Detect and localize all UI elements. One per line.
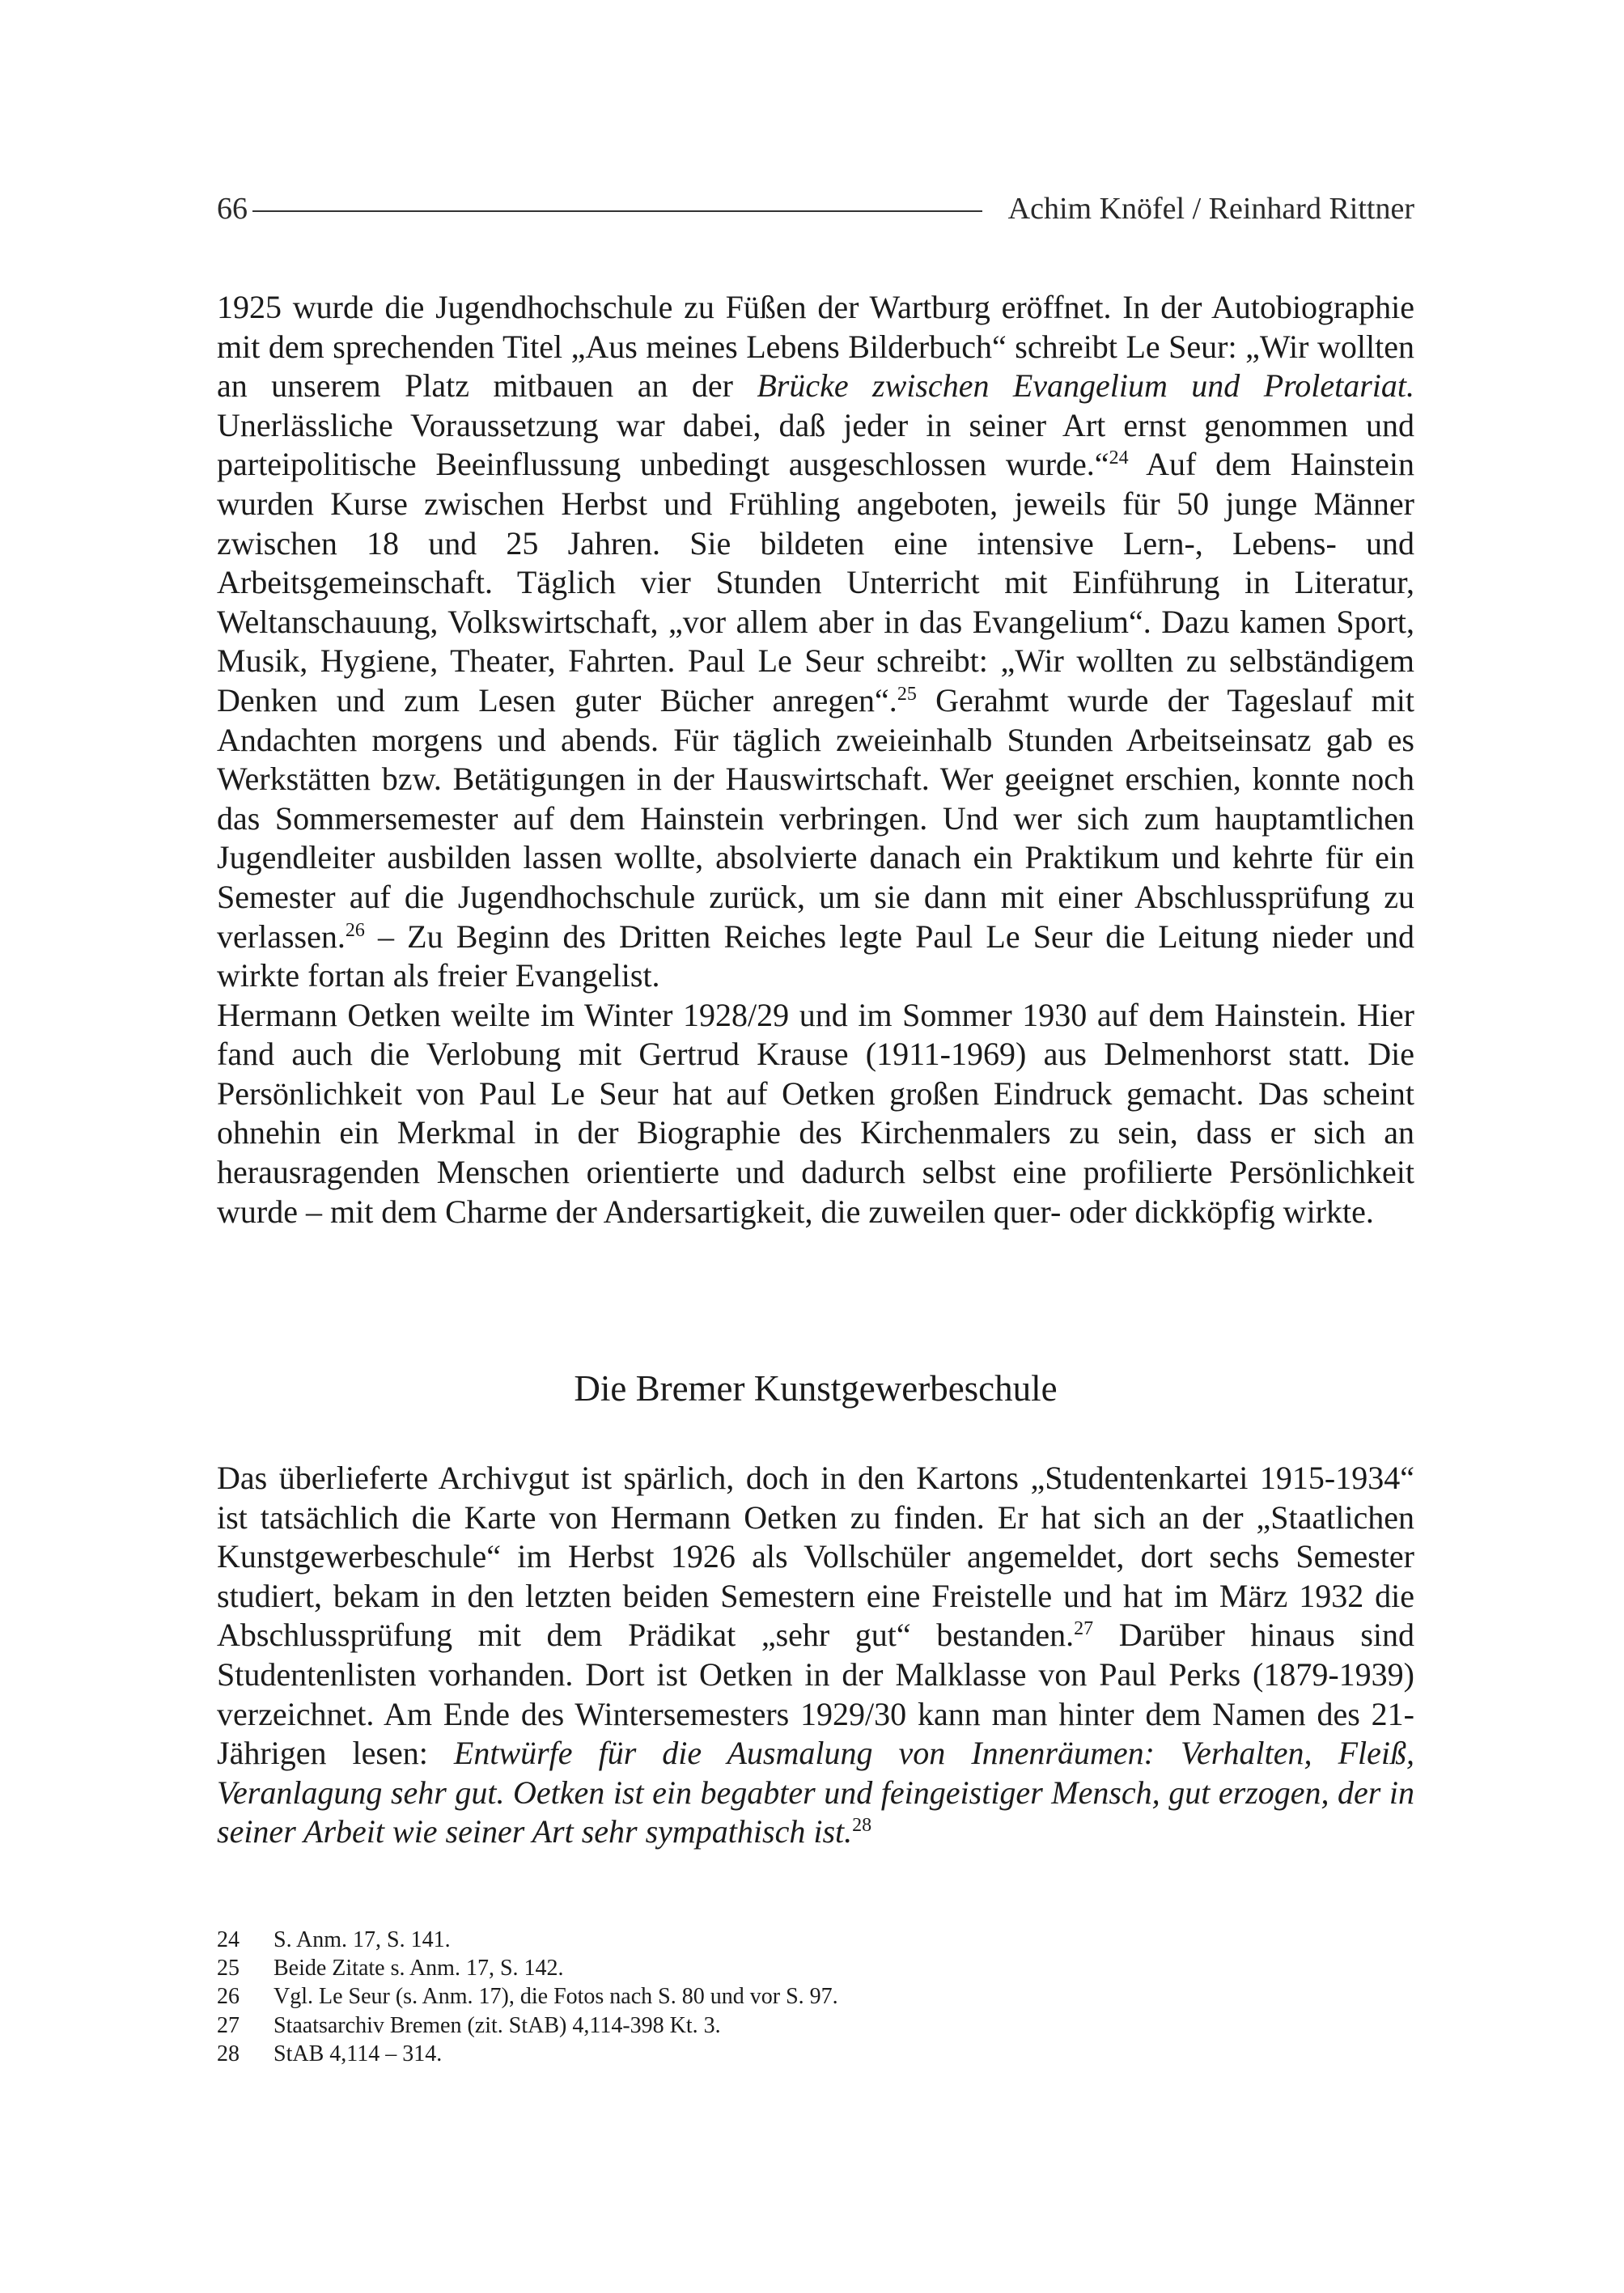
footnote-ref-28[interactable]: 28: [852, 1815, 872, 1837]
italic-quote: Brücke zwischen Evangelium und Proletariat.: [757, 367, 1414, 405]
footnotes: [217, 1926, 1414, 2068]
running-header: [217, 184, 1414, 233]
footnote-text: Vgl. Le Seur (s. Anm. 17), die Fotos nach S. 80 und vor S. 97.: [273, 1984, 838, 2010]
footnote-number: 26: [217, 1984, 240, 2010]
paragraph-3: [217, 1459, 1414, 1852]
footnote-number: 25: [217, 1956, 240, 1981]
section-heading: Die Bremer Kunstgewerbeschule: [574, 1368, 1058, 1409]
footnote-number: 24: [217, 1927, 240, 1952]
text-run: Gerahmt wurde der Tageslauf mit Andachten morgens und abends. Für täglich zweieinhalb Stunden Arbeitseinsatz gab es Werkstätten bzw. Betätigungen in der Hauswirtschaft. Wer geeignet erschien, konnte noch das Sommersemester auf dem Hainstein verbringen. Und wer sich zum hauptamtlichen Jugendleiter ausbilden lassen wollte, absolvierte danach ein Praktikum und kehrte für ein Semester auf die Jugendhochschule zurück, um sie dann mit einer Abschlussprüfung zu verlassen.: [217, 681, 1414, 955]
footnote-number: 27: [217, 2012, 240, 2038]
text-run: Darüber hinaus sind Studentenlisten vorhanden. Dort ist Oetken in der Malklasse von Paul Perks (1879-1939) verzeichnet. Am Ende des Wintersemesters 1929/30 kann man hinter dem Namen des 21-Jährigen lesen:: [217, 1617, 1414, 1772]
paragraph-1: [217, 288, 1414, 996]
page-number: 66: [217, 192, 248, 226]
footnote: [217, 2011, 1414, 2040]
header-rule: [252, 210, 982, 212]
footnote-text: StAB 4,114 – 314.: [273, 2041, 443, 2066]
text-run: Das überlieferte Archivgut ist spärlich, doch in den Kartons „Studentenkartei 1915-1934“ ist tatsächlich die Karte von Hermann Oetken zu finden. Er hat sich an der „Staatlichen Kunstgewerbeschule“ im Herbst 1926 als Vollschüler angemeldet, dort sechs Semester studiert, bekam in den letzten beiden Semestern eine Freistelle und hat im März 1932 die Abschlussprüfung mit dem Prädikat „sehr gut“ bestanden.: [217, 1460, 1414, 1654]
footnote-ref-25[interactable]: 25: [897, 683, 917, 705]
footnote-text: S. Anm. 17, S. 141.: [273, 1927, 451, 1952]
footnote: [217, 1926, 1414, 1954]
text-run: 1925 wurde die Jugendhochschule zu Füßen der Wartburg eröffnet. In der Autobiographie mit dem sprechenden Titel „Aus meines Lebens Bilderbuch“ schreibt Le Seur: „Wir wollten an unserem Platz mitbauen an der: [217, 289, 1414, 405]
section-body-text: [217, 1459, 1414, 1852]
body-text: [217, 288, 1414, 1231]
footnote-ref-24[interactable]: 24: [1109, 447, 1129, 469]
text-run: Unerlässliche Voraussetzung war dabei, daß jeder in seiner Art ernst genommen und parteipolitische Beeinflussung unbedingt ausgeschlossen wurde.“: [217, 406, 1414, 483]
italic-quote: Entwürfe für die Ausmalung von Innenräumen: Verhalten, Fleiß, Veranlagung sehr gut. Oetken ist ein begabter und feingeistiger Mensch, gut erzogen, der in seiner Arbeit wie seiner Art sehr sympathisch ist.: [217, 1735, 1414, 1850]
running-header-authors: Achim Knöfel / Reinhard Rittner: [1007, 192, 1414, 226]
footnote: [217, 1954, 1414, 1982]
footnote-number: 28: [217, 2041, 240, 2066]
footnote-text: Beide Zitate s. Anm. 17, S. 142.: [273, 1956, 564, 1981]
footnote: [217, 1982, 1414, 2011]
text-run: Auf dem Hainstein wurden Kurse zwischen Herbst und Frühling angeboten, jeweils für 50 junge Männer zwischen 18 und 25 Jahren. Sie bildeten eine intensive Lern-, Lebens- und Arbeitsgemeinschaft. Täglich vier Stunden Unterricht mit Einführung in Literatur, Weltanschauung, Volkswirtschaft, „vor allem aber in das Evangelium“. Dazu kamen Sport, Musik, Hygiene, Theater, Fahrten. Paul Le Seur schreibt: „Wir wollten zu selbständigem Denken und zum Lesen guter Bücher anregen“.: [217, 446, 1414, 718]
footnote-ref-27[interactable]: 27: [1074, 1618, 1094, 1640]
footnote-ref-26[interactable]: 26: [345, 919, 365, 941]
paragraph-2: Hermann Oetken weilte im Winter 1928/29 und im Sommer 1930 auf dem Hainstein. Hier fand auch die Verlobung mit Gertrud Krause (1911-1969) aus Delmenhorst statt. Die Persönlichkeit von Paul Le Seur hat auf Oetken großen Eindruck gemacht. Das scheint ohnehin ein Merkmal in der Biographie des Kirchenmalers zu sein, dass er sich an herausragenden Menschen orientierte und dadurch selbst eine profilierte Persönlichkeit wurde – mit dem Charme der Andersartigkeit, die zuweilen quer- oder dickköpfig wirkte.: [217, 996, 1414, 1230]
text-run: – Zu Beginn des Dritten Reiches legte Paul Le Seur die Leitung nieder und wirkte fortan als freier Evangelist.: [217, 918, 1414, 994]
footnote-text: Staatsarchiv Bremen (zit. StAB) 4,114-398 Kt. 3.: [273, 2012, 721, 2038]
footnote: [217, 2040, 1414, 2068]
